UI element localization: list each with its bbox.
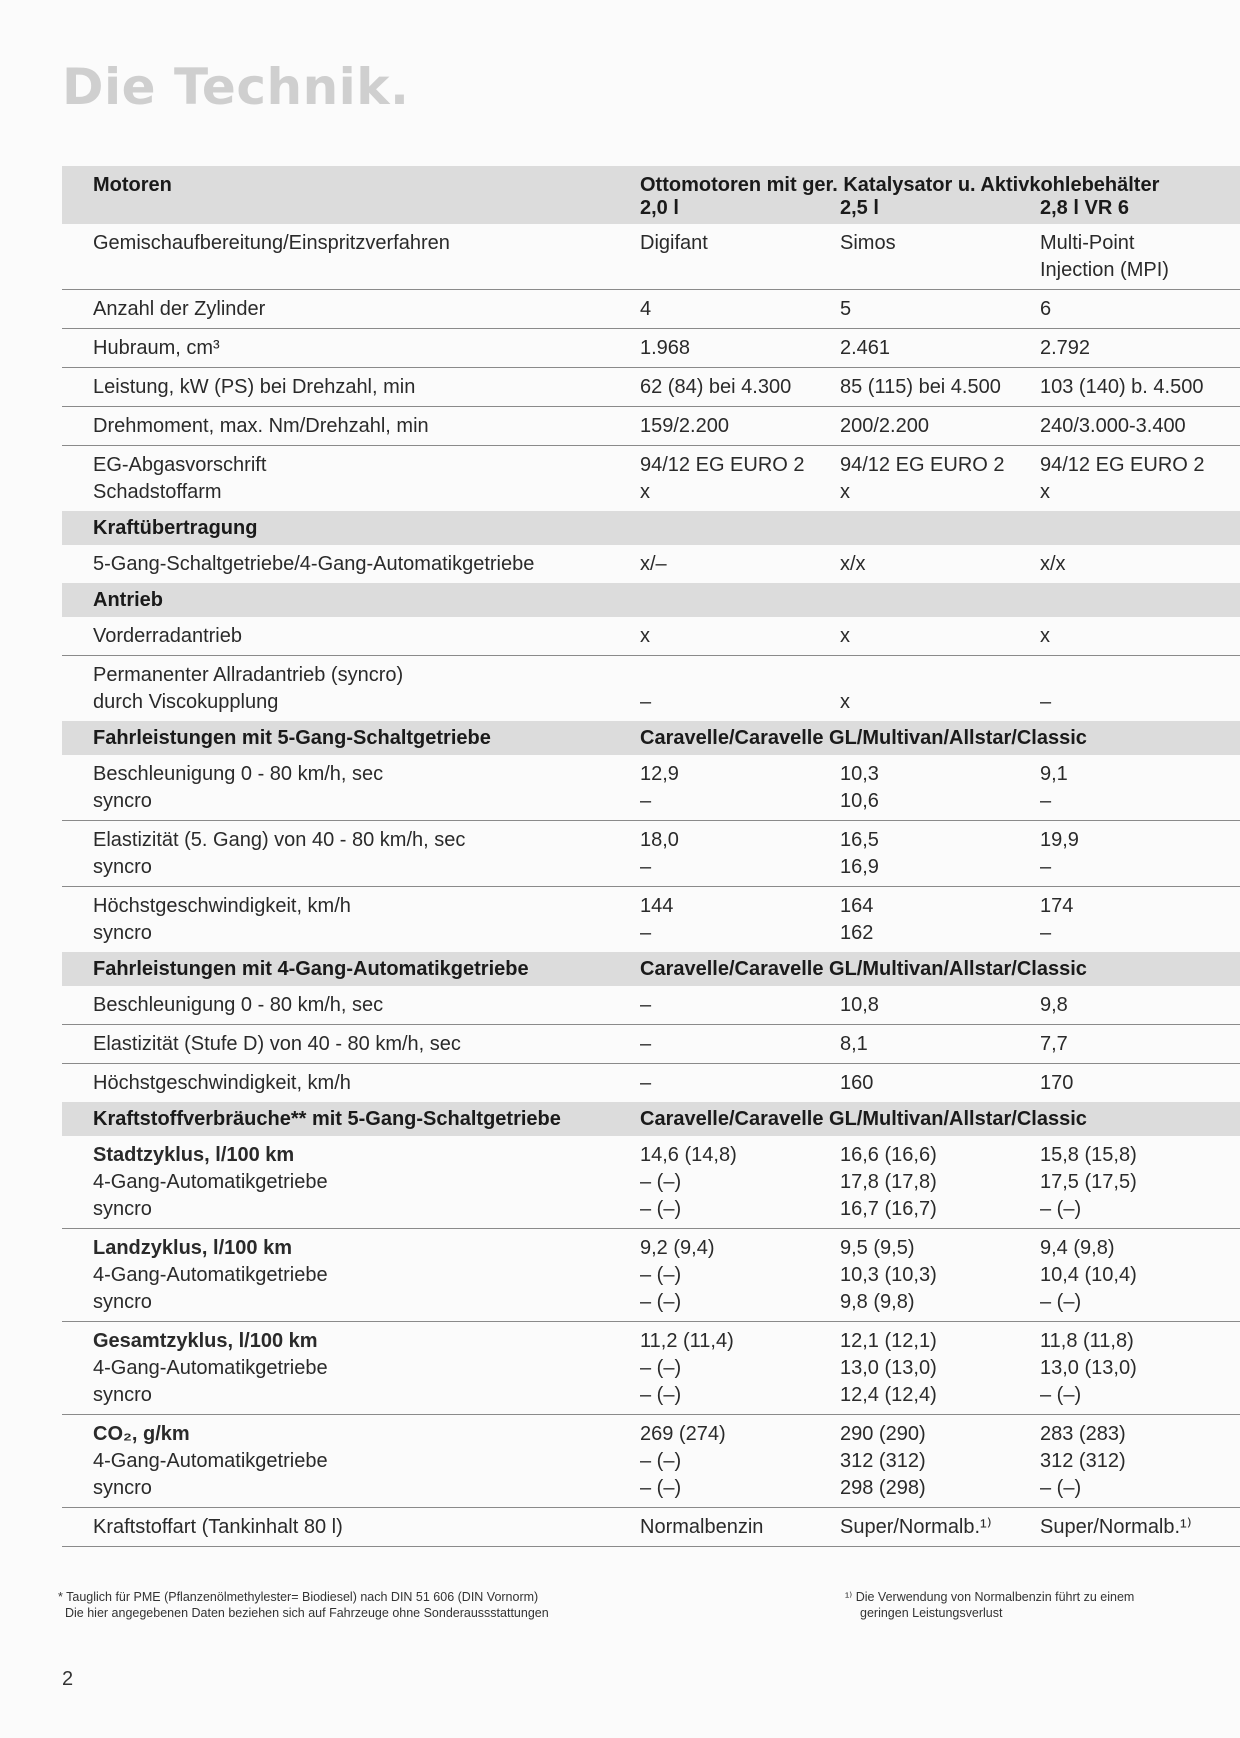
cell-line: 8,1 bbox=[840, 1033, 868, 1055]
cell-line: – (–) bbox=[640, 1450, 682, 1472]
row-value-c2 bbox=[840, 656, 1040, 722]
cell-line: Anzahl der Zylinder bbox=[93, 298, 266, 320]
row-value-c2 bbox=[840, 1322, 1040, 1415]
row-value-c2 bbox=[840, 1508, 1040, 1547]
cell-line: 9,2 (9,4) bbox=[640, 1237, 715, 1259]
cell-line: 1.968 bbox=[640, 337, 691, 359]
engine-group-label: Ottomotoren mit ger. Katalysator u. Aktivkohlebehälter bbox=[640, 174, 1160, 196]
row-value-c1 bbox=[640, 290, 840, 329]
table-row bbox=[62, 329, 1240, 368]
row-value-c2 bbox=[840, 1025, 1040, 1064]
row-label bbox=[62, 887, 640, 953]
row-value-c3 bbox=[1040, 545, 1240, 583]
row-value-c3 bbox=[1040, 1508, 1240, 1547]
cell-line bbox=[640, 662, 840, 689]
table-row bbox=[62, 1136, 1240, 1229]
row-value-c3 bbox=[1040, 1322, 1240, 1415]
cell-line: Drehmoment, max. Nm/Drehzahl, min bbox=[93, 415, 429, 437]
cell-line: – bbox=[1040, 691, 1052, 713]
cell-line: 9,1 bbox=[1040, 763, 1068, 785]
cell-line: Vorderradantrieb bbox=[93, 625, 242, 647]
cell-line: syncro bbox=[93, 1198, 152, 1220]
section-title: Fahrleistungen mit 4-Gang-Automatikgetriebe bbox=[62, 952, 640, 986]
cell-line: x/– bbox=[640, 553, 667, 575]
cell-line: Elastizität (5. Gang) von 40 - 80 km/h, sec bbox=[93, 829, 466, 851]
cell-line: 10,4 (10,4) bbox=[1040, 1264, 1137, 1286]
cell-line: 16,9 bbox=[840, 856, 879, 878]
cell-line: 9,4 (9,8) bbox=[1040, 1237, 1115, 1259]
table-row bbox=[62, 821, 1240, 887]
cell-line: – bbox=[640, 1072, 652, 1094]
table-row bbox=[62, 1064, 1240, 1103]
cell-line: Leistung, kW (PS) bei Drehzahl, min bbox=[93, 376, 416, 398]
section-header-row bbox=[62, 511, 1240, 545]
section-header-row bbox=[62, 1102, 1240, 1136]
row-value-c1 bbox=[640, 1322, 840, 1415]
cell-line: 162 bbox=[840, 922, 874, 944]
cell-line: 11,2 (11,4) bbox=[640, 1330, 734, 1352]
cell-line: – bbox=[640, 1033, 652, 1055]
row-label bbox=[62, 1415, 640, 1508]
cell-line: 17,5 (17,5) bbox=[1040, 1171, 1137, 1193]
cell-line: 4 bbox=[640, 298, 652, 320]
cell-line: 290 (290) bbox=[840, 1423, 926, 1445]
row-value-c2 bbox=[840, 1415, 1040, 1508]
cell-line: syncro bbox=[93, 1384, 152, 1406]
cell-line: 12,9 bbox=[640, 763, 679, 785]
cell-line: Höchstgeschwindigkeit, km/h bbox=[93, 1072, 351, 1094]
cell-line: syncro bbox=[93, 1477, 152, 1499]
row-value-c3 bbox=[1040, 1136, 1240, 1229]
cell-line: EG-Abgasvorschrift bbox=[93, 454, 267, 476]
page-title: Die Technik. bbox=[62, 58, 410, 116]
cell-line: – bbox=[1040, 790, 1052, 812]
row-label bbox=[62, 755, 640, 821]
cell-line: 283 (283) bbox=[1040, 1423, 1126, 1445]
row-label bbox=[62, 1508, 640, 1547]
row-value-c2 bbox=[840, 329, 1040, 368]
row-value-c3 bbox=[1040, 224, 1240, 290]
footnote-left bbox=[58, 1589, 758, 1621]
cell-line: Stadtzyklus, l/100 km bbox=[93, 1144, 295, 1166]
footnote-left-line-2: Die hier angegebenen Daten beziehen sich auf Fahrzeuge ohne Sonderaussstattungen bbox=[65, 1606, 549, 1620]
section-title: Kraftübertragung bbox=[62, 511, 640, 545]
cell-line: 19,9 bbox=[1040, 829, 1079, 851]
row-value-c3 bbox=[1040, 407, 1240, 446]
row-label bbox=[62, 446, 640, 512]
cell-line: x bbox=[1040, 481, 1050, 503]
cell-line: – (–) bbox=[640, 1357, 682, 1379]
cell-line: 7,7 bbox=[1040, 1033, 1068, 1055]
row-value-c3 bbox=[1040, 617, 1240, 656]
row-value-c3 bbox=[1040, 1415, 1240, 1508]
table-row bbox=[62, 368, 1240, 407]
row-value-c1 bbox=[640, 656, 840, 722]
row-value-c3 bbox=[1040, 986, 1240, 1025]
footnote-right-line-2: geringen Leistungsverlust bbox=[860, 1606, 1003, 1620]
row-label bbox=[62, 1136, 640, 1229]
cell-line: 10,3 (10,3) bbox=[840, 1264, 937, 1286]
cell-line: – (–) bbox=[640, 1291, 682, 1313]
row-value-c2 bbox=[840, 446, 1040, 512]
row-value-c2 bbox=[840, 290, 1040, 329]
table-row bbox=[62, 1415, 1240, 1508]
cell-line: 159/2.200 bbox=[640, 415, 729, 437]
row-value-c1 bbox=[640, 617, 840, 656]
cell-line: x bbox=[840, 691, 850, 713]
cell-line: 16,7 (16,7) bbox=[840, 1198, 937, 1220]
row-value-c3 bbox=[1040, 446, 1240, 512]
row-label bbox=[62, 617, 640, 656]
table-row bbox=[62, 755, 1240, 821]
cell-line: Gemischaufbereitung/Einspritzverfahren bbox=[93, 232, 450, 254]
cell-line: 11,8 (11,8) bbox=[1040, 1330, 1134, 1352]
row-value-c3 bbox=[1040, 821, 1240, 887]
row-label bbox=[62, 1322, 640, 1415]
cell-line: Elastizität (Stufe D) von 40 - 80 km/h, sec bbox=[93, 1033, 461, 1055]
cell-line: Simos bbox=[840, 232, 896, 254]
row-label bbox=[62, 986, 640, 1025]
row-value-c1 bbox=[640, 821, 840, 887]
row-value-c3 bbox=[1040, 329, 1240, 368]
cell-line: 12,4 (12,4) bbox=[840, 1384, 937, 1406]
row-value-c3 bbox=[1040, 755, 1240, 821]
cell-line: 6 bbox=[1040, 298, 1052, 320]
cell-line: – bbox=[1040, 856, 1052, 878]
cell-line: Injection (MPI) bbox=[1040, 259, 1169, 281]
table-row bbox=[62, 290, 1240, 329]
row-label bbox=[62, 368, 640, 407]
row-value-c3 bbox=[1040, 1229, 1240, 1322]
row-value-c1 bbox=[640, 1415, 840, 1508]
row-value-c1 bbox=[640, 545, 840, 583]
cell-line: Beschleunigung 0 - 80 km/h, sec bbox=[93, 763, 384, 785]
row-value-c2 bbox=[840, 1229, 1040, 1322]
row-value-c2 bbox=[840, 545, 1040, 583]
section-title: Antrieb bbox=[62, 583, 640, 617]
row-value-c3 bbox=[1040, 290, 1240, 329]
cell-line: – bbox=[640, 994, 652, 1016]
cell-line: 16,6 (16,6) bbox=[840, 1144, 937, 1166]
engine-2-8-vr6: 2,8 l VR 6 bbox=[1040, 197, 1129, 219]
row-value-c3 bbox=[1040, 368, 1240, 407]
page-number: 2 bbox=[62, 1668, 74, 1690]
cell-line: Gesamtzyklus, l/100 km bbox=[93, 1330, 318, 1352]
row-label bbox=[62, 821, 640, 887]
cell-line: 4-Gang-Automatikgetriebe bbox=[93, 1171, 328, 1193]
cell-line: 13,0 (13,0) bbox=[840, 1357, 937, 1379]
cell-line: x bbox=[840, 625, 850, 647]
engine-2-5: 2,5 l bbox=[840, 197, 879, 219]
cell-line: syncro bbox=[93, 1291, 152, 1313]
cell-line: Landzyklus, l/100 km bbox=[93, 1237, 292, 1259]
cell-line: 85 (115) bei 4.500 bbox=[840, 376, 1001, 398]
row-value-c2 bbox=[840, 617, 1040, 656]
table-row bbox=[62, 1508, 1240, 1547]
cell-line: – (–) bbox=[1040, 1198, 1082, 1220]
section-models: Caravelle/Caravelle GL/Multivan/Allstar/Classic bbox=[640, 952, 1240, 986]
row-label bbox=[62, 545, 640, 583]
cell-line: 4-Gang-Automatikgetriebe bbox=[93, 1357, 328, 1379]
cell-line: 10,6 bbox=[840, 790, 879, 812]
row-label bbox=[62, 1025, 640, 1064]
cell-line bbox=[840, 662, 1040, 689]
row-value-c2 bbox=[840, 407, 1040, 446]
cell-line: 312 (312) bbox=[1040, 1450, 1126, 1472]
cell-line: syncro bbox=[93, 856, 152, 878]
table-row bbox=[62, 407, 1240, 446]
cell-line: 94/12 EG EURO 2 bbox=[1040, 454, 1205, 476]
cell-line: – (–) bbox=[1040, 1384, 1082, 1406]
cell-line: 9,8 (9,8) bbox=[840, 1291, 915, 1313]
cell-line: 9,8 bbox=[1040, 994, 1068, 1016]
row-label bbox=[62, 656, 640, 722]
row-value-c2 bbox=[840, 986, 1040, 1025]
row-value-c1 bbox=[640, 407, 840, 446]
row-label bbox=[62, 290, 640, 329]
cell-line: Schadstoffarm bbox=[93, 481, 222, 503]
cell-line: 2.792 bbox=[1040, 337, 1091, 359]
section-models: Caravelle/Caravelle GL/Multivan/Allstar/Classic bbox=[640, 721, 1240, 755]
row-value-c2 bbox=[840, 755, 1040, 821]
cell-line: durch Viscokupplung bbox=[93, 691, 279, 713]
cell-line: 10,3 bbox=[840, 763, 879, 785]
table-row bbox=[62, 1229, 1240, 1322]
cell-line: 160 bbox=[840, 1072, 874, 1094]
engine-2-0: 2,0 l bbox=[640, 197, 679, 219]
cell-line: – (–) bbox=[640, 1198, 682, 1220]
cell-line: 94/12 EG EURO 2 bbox=[640, 454, 805, 476]
row-value-c1 bbox=[640, 887, 840, 953]
row-label bbox=[62, 224, 640, 290]
row-value-c2 bbox=[840, 1064, 1040, 1103]
cell-line: 17,8 (17,8) bbox=[840, 1171, 937, 1193]
row-value-c3 bbox=[1040, 656, 1240, 722]
row-value-c1 bbox=[640, 755, 840, 821]
cell-line: 62 (84) bei 4.300 bbox=[640, 376, 792, 398]
cell-line: Super/Normalb.¹⁾ bbox=[840, 1516, 992, 1538]
cell-line: x bbox=[640, 481, 650, 503]
cell-line: – (–) bbox=[640, 1477, 682, 1499]
cell-line: 9,5 (9,5) bbox=[840, 1237, 915, 1259]
cell-line: – bbox=[640, 691, 652, 713]
cell-line: syncro bbox=[93, 790, 152, 812]
cell-line: x bbox=[1040, 625, 1050, 647]
cell-line: – (–) bbox=[640, 1384, 682, 1406]
footnote-right-line-1: ¹⁾ Die Verwendung von Normalbenzin führt zu einem bbox=[845, 1590, 1135, 1604]
table-row bbox=[62, 446, 1240, 512]
cell-line: – (–) bbox=[1040, 1477, 1082, 1499]
row-value-c2 bbox=[840, 224, 1040, 290]
cell-line: 312 (312) bbox=[840, 1450, 926, 1472]
cell-line: 174 bbox=[1040, 895, 1074, 917]
footnote-right bbox=[845, 1589, 1240, 1621]
cell-line bbox=[1040, 662, 1240, 689]
cell-line: syncro bbox=[93, 922, 152, 944]
row-value-c2 bbox=[840, 887, 1040, 953]
row-label bbox=[62, 1229, 640, 1322]
table-header-row bbox=[62, 166, 1240, 224]
section-title: Kraftstoffverbräuche** mit 5-Gang-Schaltgetriebe bbox=[62, 1102, 640, 1136]
row-value-c1 bbox=[640, 1025, 840, 1064]
cell-line: x/x bbox=[840, 553, 866, 575]
cell-line: 240/3.000-3.400 bbox=[1040, 415, 1186, 437]
cell-line: Höchstgeschwindigkeit, km/h bbox=[93, 895, 351, 917]
row-value-c1 bbox=[640, 1136, 840, 1229]
cell-line: 5-Gang-Schaltgetriebe/4-Gang-Automatikgetriebe bbox=[93, 553, 535, 575]
cell-line: 200/2.200 bbox=[840, 415, 929, 437]
header-label: Motoren bbox=[62, 166, 640, 224]
row-value-c1 bbox=[640, 1229, 840, 1322]
cell-line: 103 (140) b. 4.500 bbox=[1040, 376, 1204, 398]
spec-table bbox=[62, 166, 1240, 1547]
table-row bbox=[62, 986, 1240, 1025]
section-models: Caravelle/Caravelle GL/Multivan/Allstar/Classic bbox=[640, 1102, 1240, 1136]
row-value-c1 bbox=[640, 329, 840, 368]
cell-line: – bbox=[640, 790, 652, 812]
cell-line: x bbox=[840, 481, 850, 503]
row-value-c3 bbox=[1040, 1064, 1240, 1103]
table-row bbox=[62, 224, 1240, 290]
cell-line: 2.461 bbox=[840, 337, 891, 359]
section-header-row bbox=[62, 721, 1240, 755]
row-label bbox=[62, 1064, 640, 1103]
row-label bbox=[62, 407, 640, 446]
cell-line: Hubraum, cm³ bbox=[93, 337, 220, 359]
cell-line: x/x bbox=[1040, 553, 1066, 575]
row-value-c2 bbox=[840, 821, 1040, 887]
section-header-row bbox=[62, 583, 1240, 617]
cell-line: 15,8 (15,8) bbox=[1040, 1144, 1137, 1166]
row-value-c1 bbox=[640, 368, 840, 407]
row-value-c3 bbox=[1040, 887, 1240, 953]
table-row bbox=[62, 617, 1240, 656]
cell-line: Beschleunigung 0 - 80 km/h, sec bbox=[93, 994, 384, 1016]
cell-line: 12,1 (12,1) bbox=[840, 1330, 937, 1352]
cell-line: Super/Normalb.¹⁾ bbox=[1040, 1516, 1192, 1538]
row-label bbox=[62, 329, 640, 368]
section-header-row bbox=[62, 952, 1240, 986]
cell-line: 144 bbox=[640, 895, 674, 917]
cell-line: 16,5 bbox=[840, 829, 879, 851]
cell-line: 94/12 EG EURO 2 bbox=[840, 454, 1005, 476]
cell-line: Normalbenzin bbox=[640, 1516, 764, 1538]
section-models bbox=[640, 511, 1240, 545]
row-value-c3 bbox=[1040, 1025, 1240, 1064]
cell-line: Multi-Point bbox=[1040, 232, 1135, 254]
cell-line: 18,0 bbox=[640, 829, 679, 851]
cell-line: 4-Gang-Automatikgetriebe bbox=[93, 1450, 328, 1472]
cell-line: Permanenter Allradantrieb (syncro) bbox=[93, 664, 404, 686]
table-row bbox=[62, 887, 1240, 953]
cell-line: 164 bbox=[840, 895, 874, 917]
cell-line: 170 bbox=[1040, 1072, 1074, 1094]
cell-line: – (–) bbox=[640, 1171, 682, 1193]
cell-line: Kraftstoffart (Tankinhalt 80 l) bbox=[93, 1516, 343, 1538]
cell-line: 14,6 (14,8) bbox=[640, 1144, 737, 1166]
cell-line: 298 (298) bbox=[840, 1477, 926, 1499]
cell-line: – (–) bbox=[640, 1264, 682, 1286]
table-row bbox=[62, 1322, 1240, 1415]
cell-line: x bbox=[640, 625, 650, 647]
section-models bbox=[640, 583, 1240, 617]
footnote-left-line-1: * Tauglich für PME (Pflanzenölmethylester= Biodiesel) nach DIN 51 606 (DIN Vornorm) bbox=[58, 1590, 539, 1604]
table-row bbox=[62, 545, 1240, 583]
table-row bbox=[62, 656, 1240, 722]
row-value-c1 bbox=[640, 986, 840, 1025]
cell-line: CO₂, g/km bbox=[93, 1423, 190, 1445]
cell-line: 13,0 (13,0) bbox=[1040, 1357, 1137, 1379]
section-title: Fahrleistungen mit 5-Gang-Schaltgetriebe bbox=[62, 721, 640, 755]
cell-line: – bbox=[1040, 922, 1052, 944]
cell-line: – bbox=[640, 856, 652, 878]
table-row bbox=[62, 1025, 1240, 1064]
cell-line: Digifant bbox=[640, 232, 708, 254]
cell-line: 4-Gang-Automatikgetriebe bbox=[93, 1264, 328, 1286]
row-value-c1 bbox=[640, 224, 840, 290]
cell-line: 10,8 bbox=[840, 994, 879, 1016]
row-value-c2 bbox=[840, 368, 1040, 407]
row-value-c1 bbox=[640, 1064, 840, 1103]
cell-line: 269 (274) bbox=[640, 1423, 726, 1445]
row-value-c1 bbox=[640, 1508, 840, 1547]
row-value-c2 bbox=[840, 1136, 1040, 1229]
cell-line: – bbox=[640, 922, 652, 944]
cell-line: – (–) bbox=[1040, 1291, 1082, 1313]
cell-line: 5 bbox=[840, 298, 852, 320]
header-engines bbox=[640, 166, 1240, 224]
row-value-c1 bbox=[640, 446, 840, 512]
